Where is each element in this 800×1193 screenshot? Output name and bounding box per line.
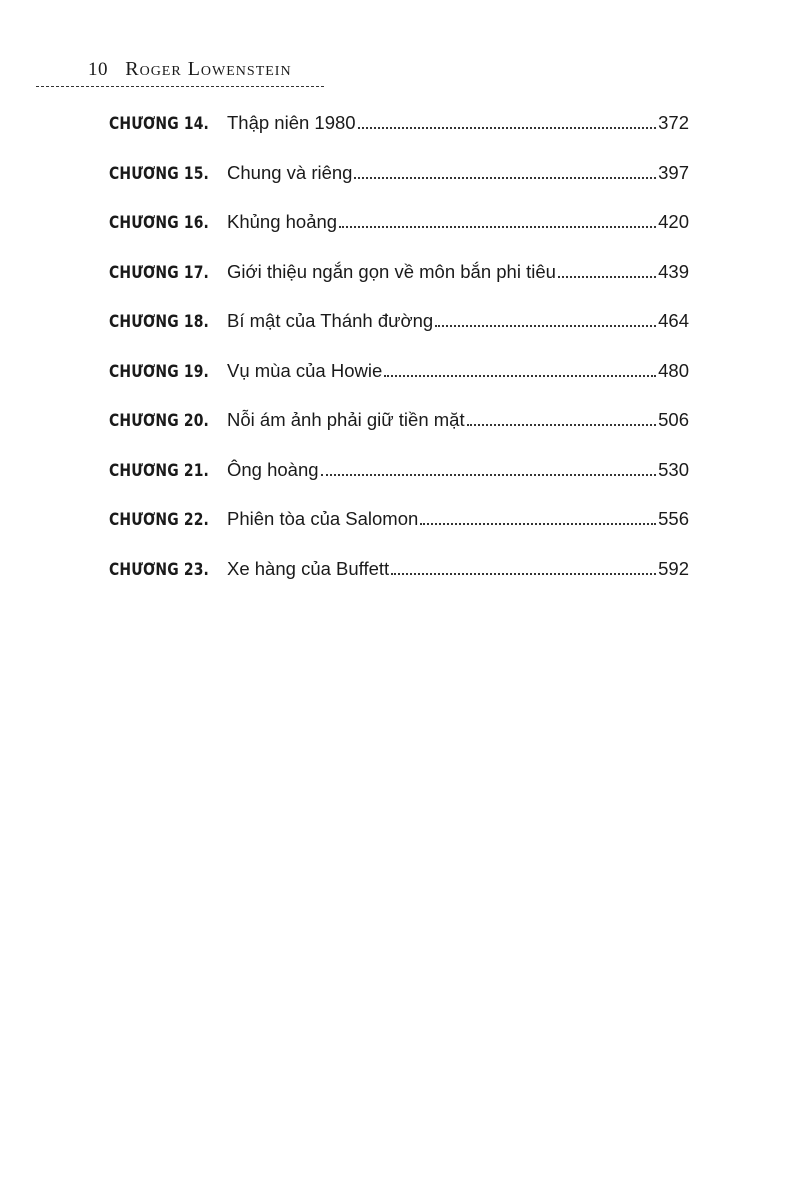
- toc-dot-leader: [384, 375, 656, 377]
- header-author: Roger Lowenstein: [125, 58, 292, 80]
- toc-entry: [109, 360, 689, 410]
- toc-chapter-label: CHƯƠNG 19.: [109, 361, 210, 382]
- toc-chapter-label: CHƯƠNG 15.: [109, 163, 210, 184]
- header-rule: [36, 86, 324, 87]
- toc-chapter-label: CHƯƠNG 14.: [109, 114, 210, 134]
- toc-chapter-title: Khủng hoảng: [227, 211, 338, 232]
- toc-dot-leader: [339, 226, 656, 228]
- toc-dot-leader: [420, 523, 656, 525]
- toc-chapter-title: Nỗi ám ảnh phải giữ tiền mặt: [227, 409, 465, 430]
- toc-entry: [109, 112, 689, 162]
- toc-chapter-title: Phiên tòa của Salomon: [227, 508, 419, 529]
- toc-dot-leader: [354, 177, 656, 179]
- toc-page-number: 397: [658, 161, 689, 183]
- toc-dot-leader: [321, 474, 657, 476]
- toc-chapter-title: Bí mật của Thánh đường: [227, 310, 434, 331]
- toc-dot-leader: [467, 424, 657, 426]
- toc-entry: [109, 211, 689, 261]
- toc-page-number: 480: [658, 359, 689, 381]
- toc-chapter-title: Giới thiệu ngắn gọn về môn bắn phi tiêu: [227, 260, 556, 282]
- toc-page-number: 464: [658, 310, 689, 331]
- toc-page-number: 506: [658, 409, 689, 430]
- toc-chapter-title: Chung và riêng: [227, 161, 353, 183]
- table-of-contents: [109, 112, 689, 607]
- toc-dot-leader: [391, 573, 656, 575]
- running-header: [88, 58, 292, 81]
- toc-chapter-title: Vụ mùa của Howie: [227, 359, 383, 381]
- toc-chapter-label: CHƯƠNG 20.: [109, 411, 210, 431]
- toc-entry: [109, 459, 689, 509]
- toc-dot-leader: [358, 127, 657, 129]
- toc-page-number: 372: [658, 112, 689, 133]
- toc-page-number: 592: [658, 557, 689, 579]
- header-page-number: 10: [88, 59, 108, 80]
- toc-chapter-label: CHƯƠNG 16.: [109, 213, 210, 233]
- toc-chapter-label: CHƯƠNG 17.: [109, 262, 210, 283]
- toc-entry: [109, 558, 689, 608]
- toc-entry: [109, 310, 689, 360]
- toc-entry: [109, 508, 689, 558]
- toc-chapter-title: Ông hoàng: [227, 458, 319, 480]
- toc-page-number: 556: [658, 508, 689, 529]
- toc-chapter-title: Thập niên 1980: [227, 112, 356, 133]
- toc-chapter-title: Xe hàng của Buffett: [227, 557, 390, 579]
- toc-chapter-label: CHƯƠNG 23.: [109, 559, 210, 580]
- toc-chapter-label: CHƯƠNG 18.: [109, 312, 210, 332]
- toc-entry: [109, 409, 689, 459]
- toc-page-number: 420: [658, 211, 689, 232]
- toc-chapter-label: CHƯƠNG 22.: [109, 510, 210, 530]
- toc-entry: [109, 261, 689, 311]
- toc-dot-leader: [558, 276, 656, 278]
- toc-chapter-label: CHƯƠNG 21.: [109, 460, 210, 481]
- toc-page-number: 439: [658, 260, 689, 282]
- toc-page-number: 530: [658, 458, 689, 480]
- toc-entry: [109, 162, 689, 212]
- toc-dot-leader: [435, 325, 656, 327]
